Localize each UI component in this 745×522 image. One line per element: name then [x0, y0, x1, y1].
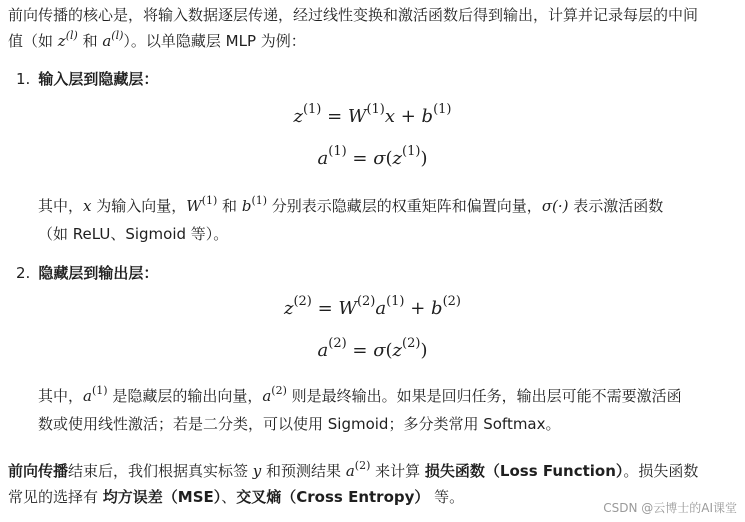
- section-2-description: 其中，$a^{(1)}$ 是隐藏层的输出向量，$a^{(2)}$ 则是最终输出。如果是回归任务，输出层可能不需要激活函 数或使用线性激活；若是二分类，可以使用 Sigmoid；多分类常用 Softmax。: [38, 384, 682, 433]
- section-2-heading: 2. 隐藏层到输出层：: [16, 264, 159, 282]
- watermark: CSDN @云博士的AI课堂: [603, 501, 737, 515]
- intro-line-2: 值（如 $z^{(l)}$ 和 $a^{(l)}$）。以单隐藏层 MLP 为例：: [8, 29, 306, 50]
- equation-z1: $z^{(1)} = W^{(1)}x + b^{(1)}$: [293, 102, 452, 127]
- section-1-description: 其中，x 为输入向量，$W^{(1)}$ 和 $b^{(1)}$ 分别表示隐藏层的权重矩阵和偏置向量，σ(·) 表示激活函数 （如 ReLU、Sigmoid 等）。: [38, 194, 664, 243]
- math-z: z: [57, 32, 66, 50]
- equation-z2: $z^{(2)} = W^{(2)}a^{(1)} + b^{(2)}$: [283, 294, 461, 319]
- equation-a2: $a^{(2)} = \sigma(z^{(2)})$: [317, 336, 428, 361]
- intro-paragraph: [8, 2, 738, 54]
- intro-line-1: 前向传播的核心是，将输入数据逐层传递，经过线性变换和激活函数后得到输出，计算并记录每层的中间: [8, 6, 699, 24]
- section-1-heading: 1. 输入层到隐藏层：: [16, 70, 159, 88]
- outro-paragraph: 前向传播结束后，我们根据真实标签 y 和预测结果 $a^{(2)}$ 来计算 损失函数（Loss Function）。损失函数 常见的选择有 均方误差（MSE）、交叉熵（Cross Entropy） 等。: [8, 459, 699, 506]
- equation-a1: $a^{(1)} = \sigma(z^{(1)})$: [317, 144, 428, 169]
- math-a: a: [102, 32, 112, 50]
